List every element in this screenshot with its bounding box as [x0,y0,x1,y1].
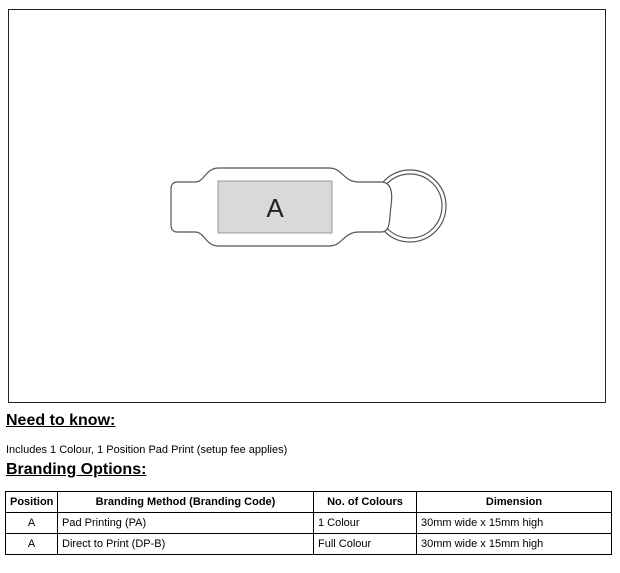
column-header-dimension: Dimension [417,492,612,513]
branding-options-heading: Branding Options: [6,461,147,478]
product-diagram-frame [8,9,606,403]
table-header-row [6,492,612,513]
cell-dimension: 30mm wide x 15mm high [417,534,612,555]
cell-position: A [6,534,58,555]
column-header-colours: No. of Colours [314,492,417,513]
keyring-diagram [9,10,607,404]
need-to-know-heading: Need to know: [6,412,116,429]
column-header-position: Position [6,492,58,513]
column-header-branding-method: Branding Method (Branding Code) [58,492,314,513]
cell-branding-method: Pad Printing (PA) [58,513,314,534]
table-row [6,534,612,555]
need-to-know-text: Includes 1 Colour, 1 Position Pad Print (setup fee applies) [6,444,288,456]
cell-branding-method: Direct to Print (DP-B) [58,534,314,555]
cell-colours: Full Colour [314,534,417,555]
cell-colours: 1 Colour [314,513,417,534]
table-row [6,513,612,534]
branding-options-table [5,491,612,555]
cell-position: A [6,513,58,534]
cell-dimension: 30mm wide x 15mm high [417,513,612,534]
print-area-label: A [266,193,284,223]
